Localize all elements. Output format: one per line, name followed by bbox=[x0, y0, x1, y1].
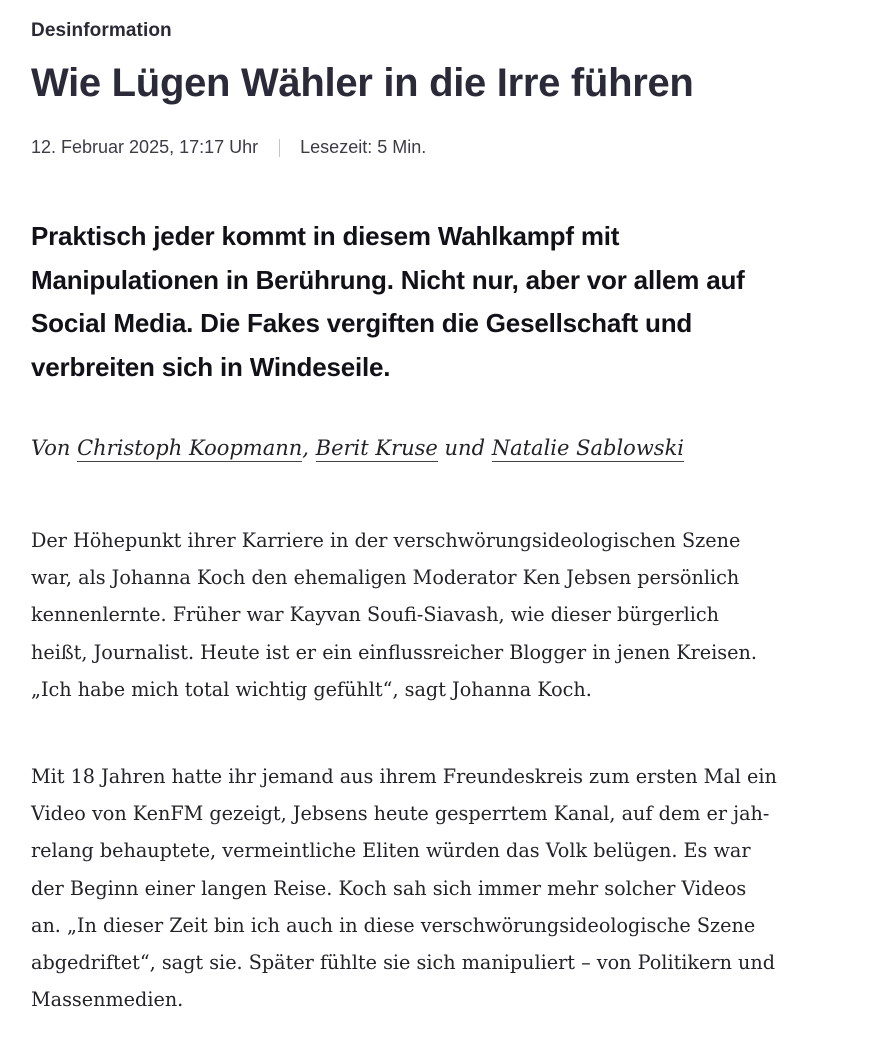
meta-divider bbox=[279, 139, 280, 157]
paragraph-line: Mit 18 Jahren hatte ihr jemand aus ihrem Freundeskreis zum ersten Mal ein bbox=[31, 765, 777, 788]
article-headline: Wie Lügen Wähler in die Irre führen bbox=[31, 61, 694, 105]
paragraph-line: der Beginn einer langen Reise. Koch sah sich immer mehr solcher Videos bbox=[31, 876, 747, 900]
paragraph-line: Video von KenFM gezeigt, Jebsens heute gesperrtem Kanal, auf dem er jah- bbox=[31, 802, 770, 826]
paragraph-line: heißt, Journalist. Heute ist er ein einflussreicher Blogger in jenen Kreisen. bbox=[31, 640, 757, 664]
article-lead bbox=[31, 215, 851, 389]
lead-line: verbreiten sich in Windeseile. bbox=[31, 351, 391, 382]
body-paragraph-1 bbox=[31, 522, 866, 708]
article-meta bbox=[31, 137, 426, 158]
paragraph-line: relang behauptete, vermeintliche Eliten würden das Volk belügen. Es war bbox=[31, 839, 751, 863]
publish-date: 12. Februar 2025, 17:17 Uhr bbox=[31, 137, 259, 157]
paragraph-line: „Ich habe mich total wichtig gefühlt“, sagt Johanna Koch. bbox=[31, 677, 592, 701]
paragraph-line: an. „In dieser Zeit bin ich auch in diese verschwörungsideologische Szene bbox=[31, 913, 756, 937]
byline bbox=[31, 436, 684, 460]
paragraph-line: kennenlernte. Früher war Kayvan Soufi-Siavash, wie dieser bürgerlich bbox=[31, 603, 720, 627]
author-link-berit-kruse[interactable]: Berit Kruse bbox=[315, 436, 438, 460]
lead-line: Social Media. Die Fakes vergiften die Gesellschaft und bbox=[31, 308, 693, 338]
author-link-christoph-koopmann[interactable]: Christoph Koopmann bbox=[77, 436, 303, 460]
byline-prefix: Von bbox=[31, 436, 71, 460]
body-paragraph-2 bbox=[31, 758, 866, 1018]
paragraph-line: Der Höhepunkt ihrer Karriere in der verschwörungsideologischen Szene bbox=[31, 529, 741, 552]
paragraph-line: war, als Johanna Koch den ehemaligen Moderator Ken Jebsen persönlich bbox=[31, 566, 740, 590]
byline-comma: , bbox=[302, 436, 309, 460]
lead-line: Praktisch jeder kommt in diesem Wahlkampf mit bbox=[31, 221, 620, 251]
author-link-natalie-sablowski[interactable]: Natalie Sablowski bbox=[491, 436, 685, 460]
byline-conjunction: und bbox=[444, 436, 486, 460]
paragraph-line: Massenmedien. bbox=[31, 988, 184, 1012]
paragraph-line: abgedriftet“, sagt sie. Später fühlte sie sich manipuliert – von Politikern und bbox=[31, 951, 776, 975]
reading-time: Lesezeit: 5 Min. bbox=[300, 137, 427, 157]
article-kicker: Desinformation bbox=[31, 20, 172, 41]
lead-line: Manipulationen in Berührung. Nicht nur, aber vor allem auf bbox=[31, 264, 745, 295]
